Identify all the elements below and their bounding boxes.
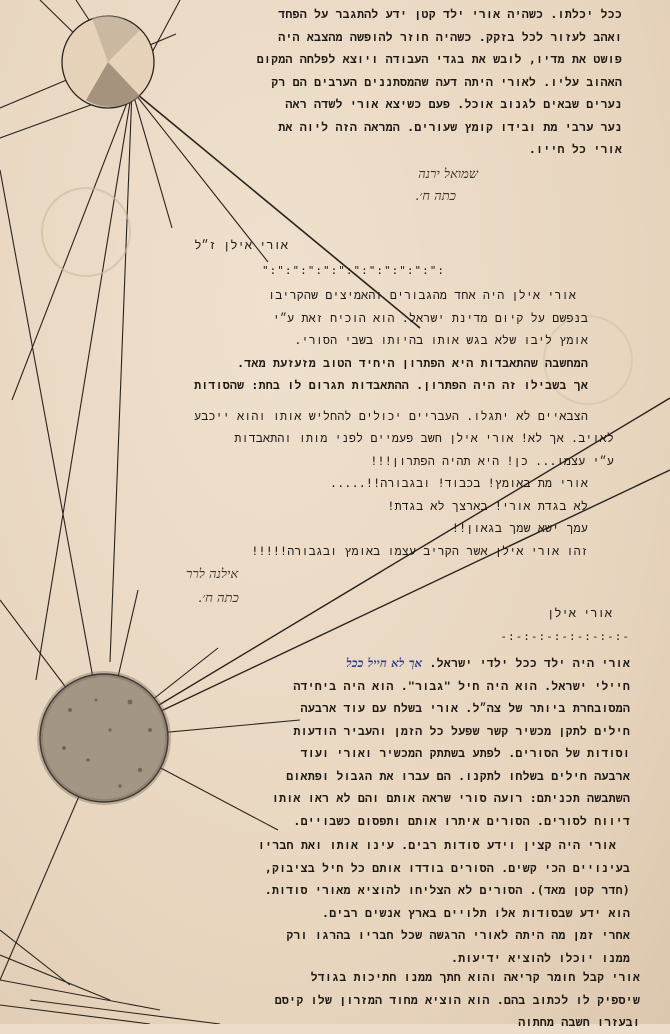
poem-line: לא בגדת אורי! בארצך לא בגדת! xyxy=(387,498,588,513)
story1-line: האהוב עליו. לאורי היתה דעה שהמסתננים הערבים הם רק xyxy=(271,74,622,89)
poem-line: המחשבה שהתאבדות היא הפתרון היחיד הטוב מזעזעת מאד. xyxy=(237,355,588,370)
poem-signature-class: כתה ח׳. xyxy=(198,591,239,606)
poem-line: אך בשבילו זה היה הפתרון. ההתאבדות תגרום לו בחת: שהסודות xyxy=(194,378,588,392)
story2-title-decoration: -:-:-:-:-:-:-:-:- xyxy=(500,630,630,643)
story2-line: (חדר קטן מאד). הסורים לא הצליחו להוציא מאורי סודות. xyxy=(264,883,630,897)
poem-signature-name: אילנה לרר xyxy=(186,567,239,582)
story2-line: חיילי ישראל. הוא היה חיל "גבור". הוא היה ביחידה xyxy=(293,678,630,693)
poem-line: הצבאיים לא יתגלו. העבריים יכולים להחליש אותו והוא ייכבע xyxy=(194,408,588,423)
story2-line: הוא ידע שבסודות אלו תלויים בארץ אנשים רבים. xyxy=(322,905,630,920)
story2-line: בעינויים הכי קשים. הסורים בודדו אותם כל חיל בציבוק, xyxy=(264,860,630,875)
story2-line: אורי היה קצין וידע סודות רבים. עינו אותו ואת חבריו xyxy=(257,838,616,852)
story2-first-line xyxy=(220,652,630,675)
story2-footer xyxy=(40,966,640,1034)
story2-title: אורי אילן xyxy=(547,606,612,620)
story2-text xyxy=(220,652,630,832)
story1-signature-name: שמואל ירנה xyxy=(418,167,478,182)
poem-title: אורי אילן ז״ל xyxy=(194,238,288,252)
footer-line: אורי קבל חומר קריאה והוא חתך ממנו חתיכות בגודל xyxy=(310,970,640,984)
story1-line: ואהב לעזור לכל בזקק. כשהיה חוזר להופשה מהצבא היה xyxy=(278,29,622,44)
poem-line: אורי מת באומץ! בכבוד! ובגבורה!!..... xyxy=(330,476,588,490)
poem-line: אורי אילן היה אחד מהגבורים והאמיצים שהקריבו xyxy=(268,288,576,302)
story1-line: פושט את מדיו, לובש את בגדי העבודה ויוצא לפלחה המקום xyxy=(256,52,622,66)
ray-line xyxy=(40,0,132,90)
story1-line: נערים שבאים לגנוב אוכל. פעם כשיצא אורי לשדה ראה xyxy=(285,97,622,111)
poem-line: עמך ישא שמך בגאון!! xyxy=(451,521,588,535)
story2-line: אורי היה ילד ככל ילדי ישראל. xyxy=(429,656,630,670)
story2-line: דיווח לסורים. הסורים איתרו אותם ותפסום כשבויים. xyxy=(293,813,630,828)
story1-signature-class: כתה ח׳. xyxy=(415,189,456,204)
footer-line: שיספיק לו לכתוב בהם. הוא הוציא מחוד המזרון שלו קיסם xyxy=(274,992,640,1007)
handwritten-insert: אך לא חייל ככל xyxy=(346,656,423,670)
story1-line: אורי כל חייו. xyxy=(528,142,622,156)
poem-line: זהו אורי אילן אשר הקריב עצמו באומץ ובגבורה!!!!! xyxy=(251,543,588,558)
story2-line: חילים לתקן מכשיר קשר שפעל כל הזמן והעביר הודעות xyxy=(293,723,630,738)
story2-line: אחרי זמן מה היתה לאורי הרגשה שכל חבריו בהרגו ורק xyxy=(286,928,630,942)
story2-line: ממנו יוכלו להוציא ידיעות. xyxy=(450,950,630,965)
story2-line: השתבשה תכניתם: רועה סורי שראה אותם והם לא ראו אותו xyxy=(271,791,630,805)
poem-line: בנפשם על קיום מדינת ישראל. הוא הוכיח זאת ע״י xyxy=(272,310,588,325)
poem-line: ע״י עצמו... כן! היא תהיה הפתרון!!! xyxy=(370,453,614,468)
story2-line: ארבעה חילים בשלחו לתקנו. הם עברו את הגבול ופתאום xyxy=(286,768,630,783)
story2-text-cont xyxy=(30,834,630,969)
story2-line: המסובחרת ביותר של צה״ל. אורי בשלח עם עוד ארבעה xyxy=(300,701,630,715)
poem-line: לאויב. אך לא! אורי אילן חשב פעמיים לפני מותו והתאבדות xyxy=(234,431,614,445)
story1-line: נער ערבי מת ובידו קומץ שעורים. המראה הזה ליוה את xyxy=(278,119,622,134)
story1-line: ככל יכלתו. כשהיה אורי ילד קטן ידע להתגבר על הפחד xyxy=(278,7,622,21)
footer-line: ובעזרו חשבה מחתוה xyxy=(518,1015,640,1029)
poem-title-decoration: ":":":":":":":":":":":": xyxy=(262,264,445,277)
poem-line: אומץ ליבו שלא בגש אותו בהיותו בשבי הסורי. xyxy=(294,333,588,347)
story2-line: וסודות של הסורים. לפתע בשתתק המכשיר ואורי ועוד xyxy=(300,746,630,760)
poem-text xyxy=(22,284,622,562)
story1-text xyxy=(152,3,622,161)
